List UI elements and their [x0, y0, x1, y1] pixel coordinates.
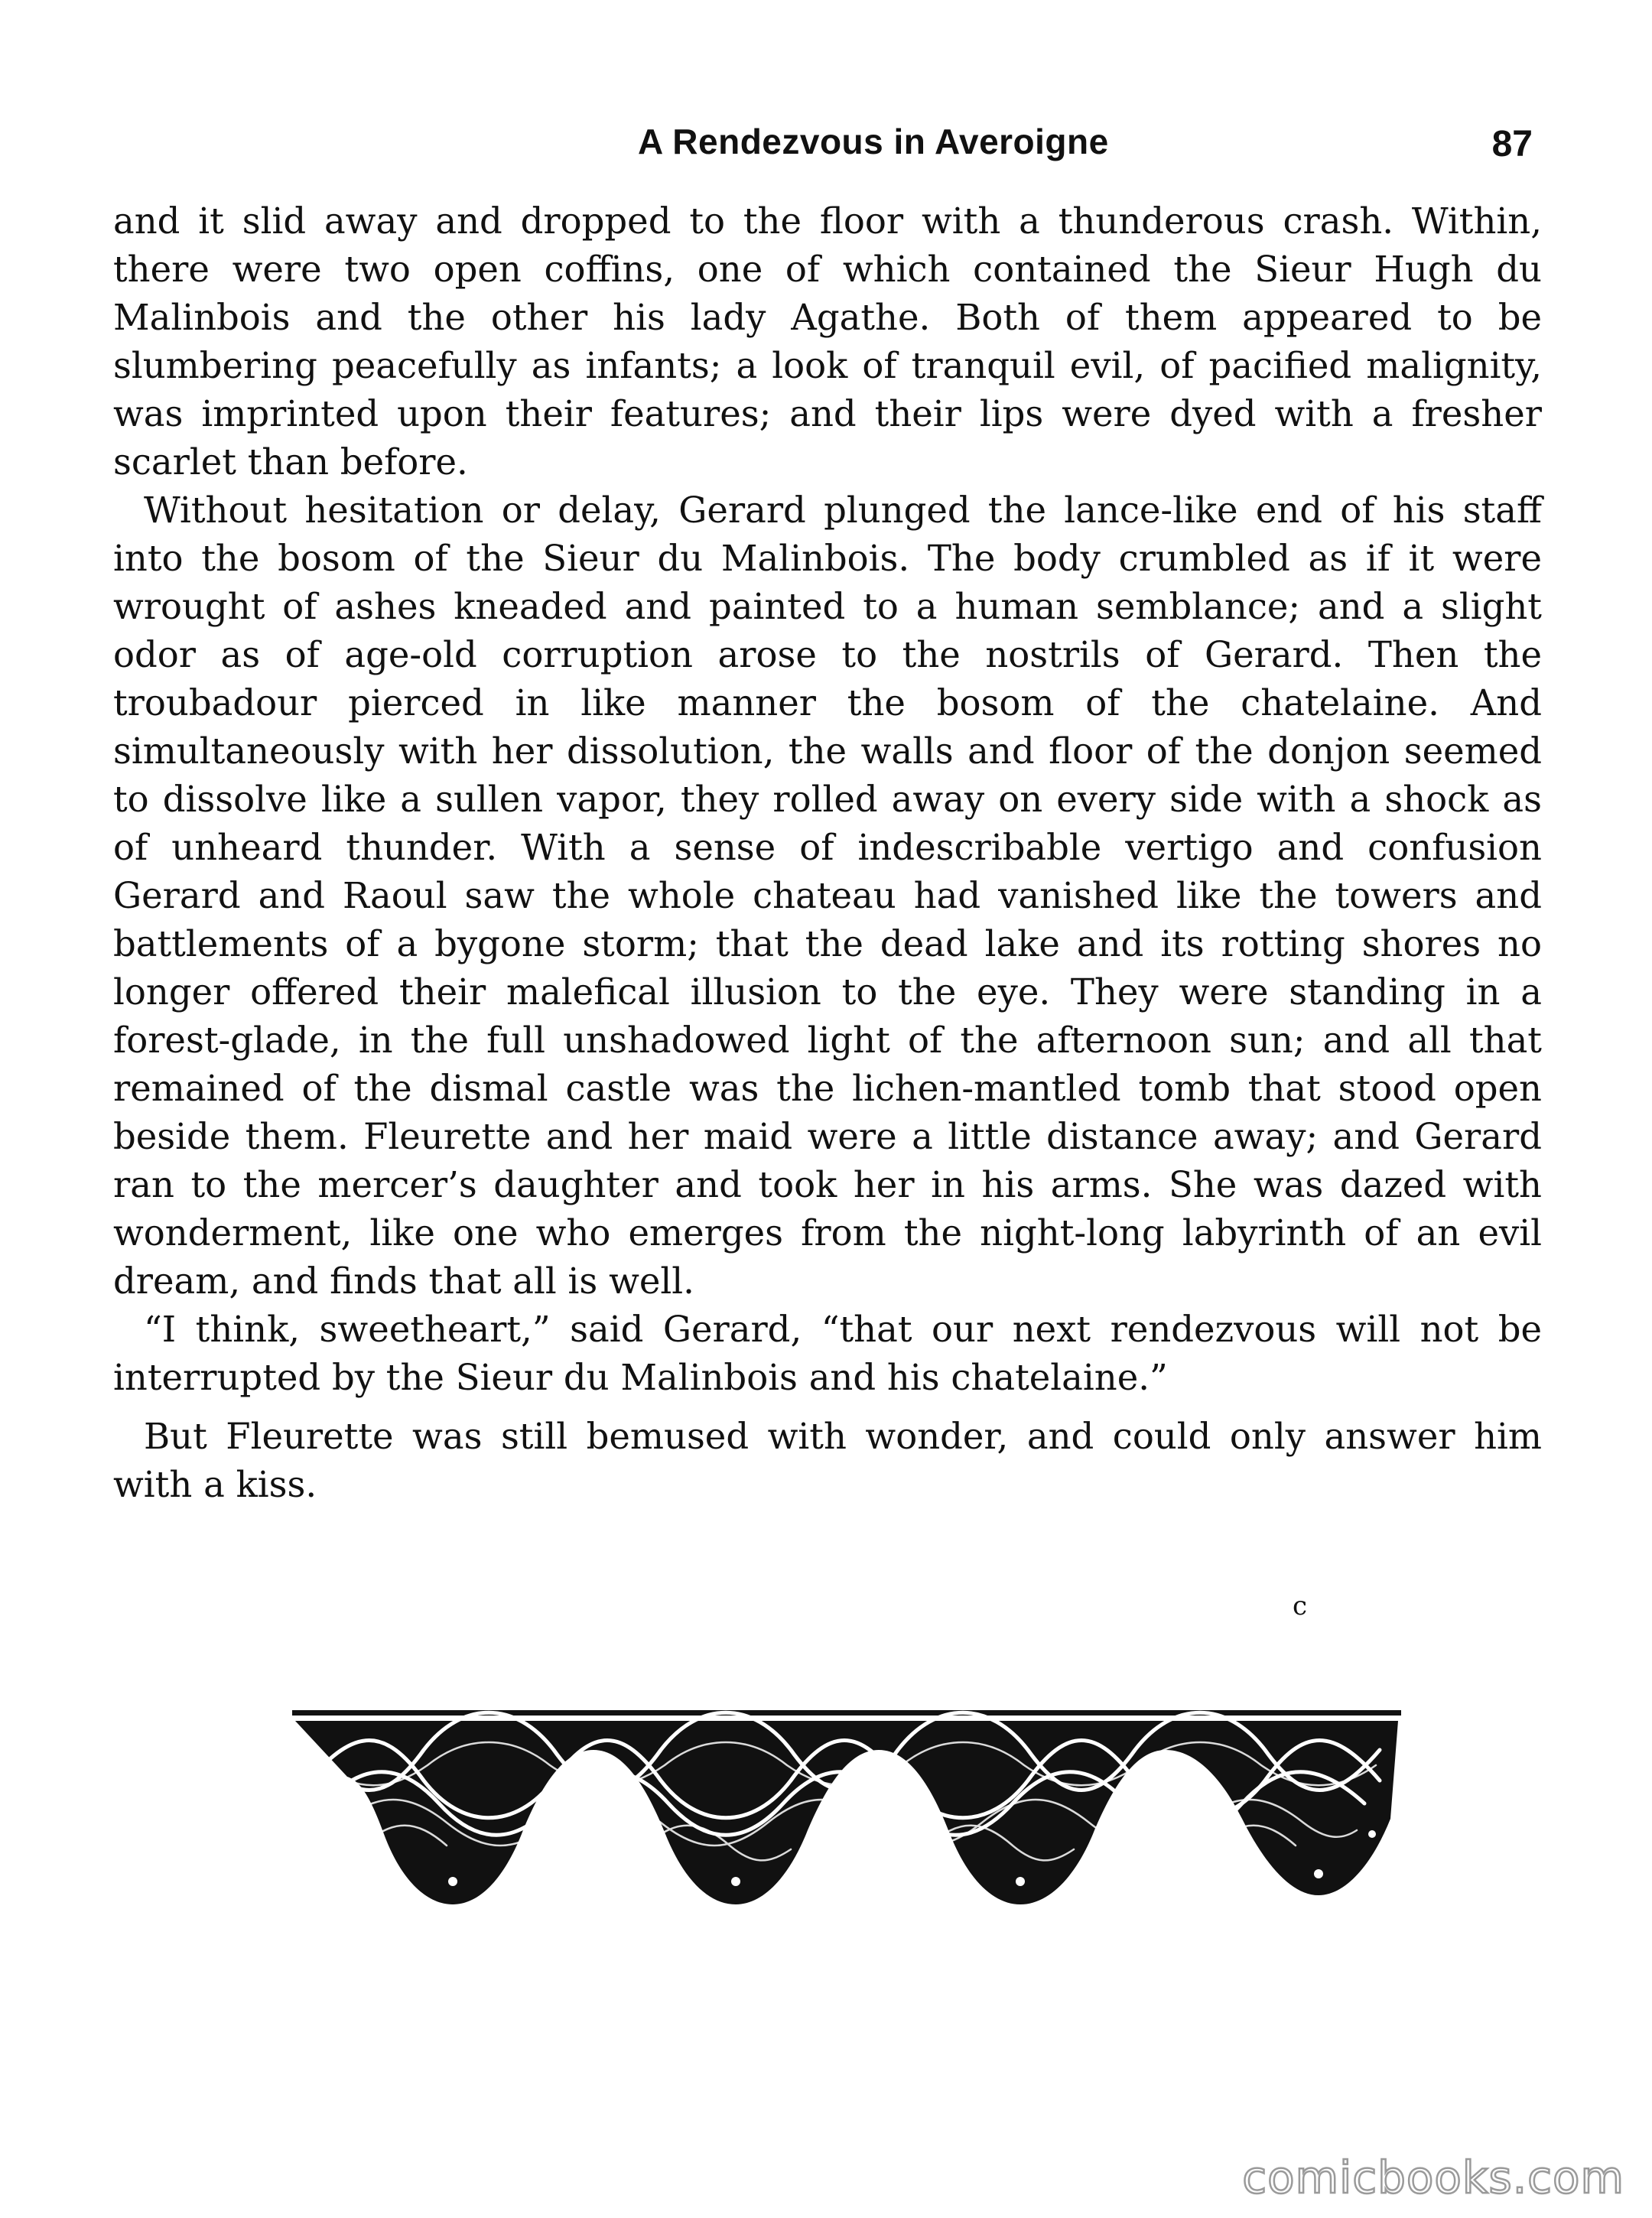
watermark: comicbooks.com: [1242, 2151, 1624, 2203]
paragraph: and it slid away and dropped to the floor with a thunderous crash. Within, there were two open coffins, one of which contained the Sieur Hugh du Malinbois and the other his lady Agathe. Both of them appeared to be slumbering peacefully as infants; a look of tranquil evil, of pacified malignity, was imprinted upon their features; and their lips were dyed with a fresher scarlet than before.: [113, 200, 1542, 483]
running-head: [0, 115, 1652, 168]
paragraph: But Fleurette was still bemused with wonder, and could only answer him with a kiss.: [113, 1416, 1542, 1505]
body-text: [113, 197, 1542, 1509]
tailpiece-wave-ornament-icon: [286, 1704, 1407, 1926]
ornament-graphic: [286, 1704, 1407, 1926]
paragraph: Without hesitation or delay, Gerard plunged the lance-like end of his staff into the bosom of the Sieur du Malinbois. The body crumbled as if it were wrought of ashes kneaded and painted to a human semblance; and a slight odor as of age-old corruption arose to the nostrils of Gerard. Then the troubadour pierced in like manner the bosom of the chatelaine. And simultaneously with her dissolution, the walls and floor of the donjon seemed to dissolve like a sullen vapor, they rolled away on every side with a shock as of unheard thunder. With a sense of indescribable vertigo and confusion Gerard and Raoul saw the whole chateau had vanished like the towers and battlements of a bygone storm; that the dead lake and its rotting shores no longer offered their malefical illusion to the eye. They were standing in a forest-glade, in the full unshadowed light of the afternoon sun; and all that remained of the dismal castle was the lichen-mantled tomb that stood open beside them. Fleurette and her maid were a little distance away; and Gerard ran to the mercer’s daughter and took her in his arms. She was dazed with wonderment, like one who emerges from the night-long labyrinth of an evil dream, and finds that all is well.: [113, 489, 1542, 1302]
page-number: 87: [1491, 124, 1533, 164]
paragraph: “I think, sweetheart,” said Gerard, “that our next rendezvous will not be interrupted by the Sieur du Malinbois and his chatelaine.”: [113, 1309, 1542, 1398]
stray-mark: c: [1293, 1591, 1308, 1621]
running-title: A Rendezvous in Averoigne: [638, 122, 1109, 161]
